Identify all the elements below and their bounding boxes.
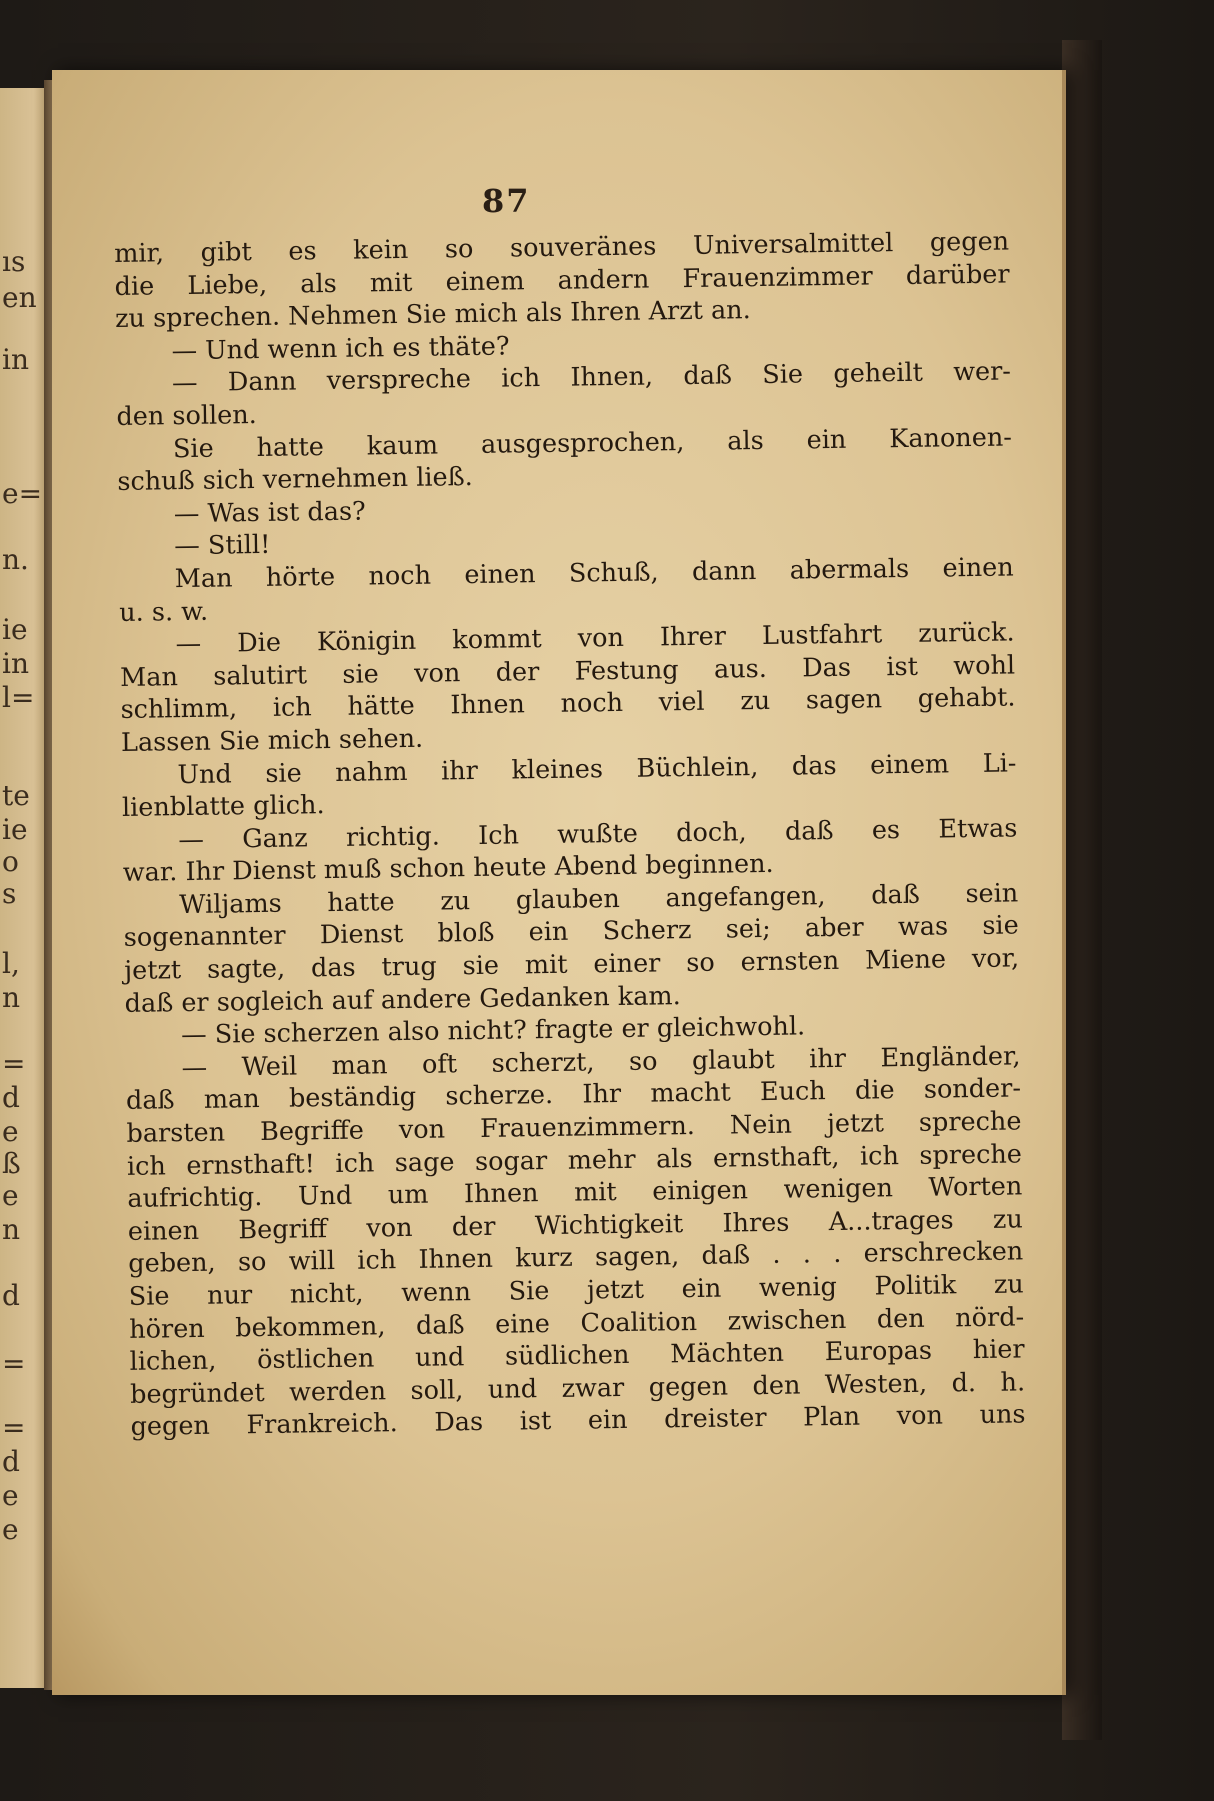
text-line: barsten Begriffe von Frauenzimmern. Nein jetzt spreche — [126, 1106, 1022, 1149]
text-line: u. s. w. — [119, 596, 209, 628]
margin-fragment: = — [2, 1347, 26, 1380]
text-line: Und sie nahm ihr kleines Büchlein, das einem Li- — [177, 747, 1017, 790]
text-line: sogenannter Dienst bloß ein Scherz sei; aber was sie — [123, 910, 1019, 954]
margin-fragment: d — [2, 1445, 20, 1478]
margin-fragment: ie — [2, 813, 28, 846]
margin-fragment: te — [2, 779, 30, 812]
text-line: lienblatte glich. — [121, 790, 325, 824]
text-line: — Und wenn ich es thäte? — [171, 331, 510, 366]
text-line: Sie hatte kaum ausgesprochen, als ein Kanonen- — [172, 422, 1013, 464]
text-line: den sollen. — [116, 399, 258, 432]
text-line: — Die Königin kommt von Ihrer Lustfahrt zurück. — [175, 617, 1015, 660]
margin-fragment: e — [2, 1115, 19, 1148]
text-line: hören bekommen, daß eine Coalition zwischen den nörd- — [129, 1301, 1025, 1345]
text-line: Man salutirt sie von der Festung aus. Das ist wohl — [119, 650, 1016, 693]
text-line: aufrichtig. Und um Ihnen mit einigen wenigen Worten — [127, 1171, 1023, 1215]
margin-fragment: en — [2, 281, 37, 314]
text-line: jetzt sagte, das trug sie mit einer so ernsten Miene vor, — [124, 943, 1020, 986]
margin-fragment: n — [2, 981, 21, 1014]
margin-fragment: s — [2, 877, 17, 910]
text-line: die Liebe, als mit einem andern Frauenzimmer darüber — [114, 259, 1010, 302]
text-line: Lassen Sie mich sehen. — [120, 723, 424, 758]
margin-fragment: o — [2, 845, 19, 878]
text-line: daß man beständig scherze. Ihr macht Euch die sonder- — [125, 1073, 1022, 1117]
margin-fragment: n — [2, 1213, 21, 1246]
text-line: einen Begriff von der Wichtigkeit Ihres A...trages zu — [127, 1204, 1023, 1247]
text-line: — Dann verspreche ich Ihnen, daß Sie geheilt wer- — [171, 356, 1012, 399]
margin-fragment: e — [2, 1513, 19, 1546]
text-line: — Weil man oft scherzt, so glaubt ihr Engländer, — [181, 1041, 1021, 1083]
margin-fragment: in — [2, 647, 29, 680]
text-line: begründet werden soll, und zwar gegen den Westen, d. h. — [129, 1367, 1026, 1410]
margin-fragment: ß — [2, 1147, 21, 1180]
text-line: Wiljams hatte zu glauben angefangen, daß sein — [179, 878, 1019, 921]
margin-fragment: = — [2, 1047, 26, 1080]
text-line: war. Ihr Dienst muß schon heute Abend beginnen. — [122, 849, 774, 889]
margin-fragment: l= — [2, 681, 35, 714]
text-line: — Ganz richtig. Ich wußte doch, daß es Etwas — [178, 813, 1018, 855]
text-line: — Sie scherzen also nicht? fragte er gleichwohl. — [180, 1011, 806, 1051]
text-line: Sie nur nicht, wenn Sie jetzt ein wenig Politik zu — [128, 1269, 1024, 1312]
margin-fragment: d — [2, 1081, 20, 1114]
text-line: gegen Frankreich. Das ist ein dreister Plan von uns — [130, 1399, 1026, 1443]
text-line: — Was ist das? — [173, 496, 366, 529]
margin-fragment: n. — [2, 543, 29, 576]
book-cover-edge — [1062, 40, 1102, 1740]
text-line: daß er sogleich auf andere Gedanken kam. — [124, 980, 681, 1019]
text-line: ich ernsthaft! ich sage sogar mehr als ernsthaft, ich spreche — [126, 1139, 1023, 1182]
text-line: schuß sich vernehmen ließ. — [117, 462, 473, 498]
page-number: 87 — [482, 182, 531, 220]
text-line: mir, gibt es kein so souveränes Universalmittel gegen — [114, 226, 1010, 269]
margin-fragment: d — [2, 1279, 20, 1312]
margin-fragment: e — [2, 1479, 19, 1512]
text-line: — Still! — [174, 530, 271, 562]
margin-fragment: ie — [2, 613, 28, 646]
text-line: geben, so will ich Ihnen kurz sagen, daß . . . erschrecken — [128, 1236, 1024, 1280]
text-line: lichen, östlichen und südlichen Mächten Europas hier — [129, 1334, 1025, 1378]
margin-fragment: in — [2, 343, 29, 376]
margin-fragment: = — [2, 1411, 26, 1444]
margin-fragment: ıs — [2, 245, 26, 278]
margin-fragment: e — [2, 1179, 19, 1212]
margin-fragment: e= — [2, 477, 43, 510]
text-line: schlimm, ich hätte Ihnen noch viel zu sagen gehabt. — [120, 682, 1016, 726]
book-page — [52, 70, 1066, 1695]
page-text — [114, 226, 1026, 1444]
facing-page-edge — [0, 88, 48, 1688]
text-line: zu sprechen. Nehmen Sie mich als Ihren Arzt an. — [114, 295, 751, 335]
text-line: Man hörte noch einen Schuß, dann abermals einen — [174, 552, 1014, 595]
margin-fragment: l, — [2, 947, 20, 980]
